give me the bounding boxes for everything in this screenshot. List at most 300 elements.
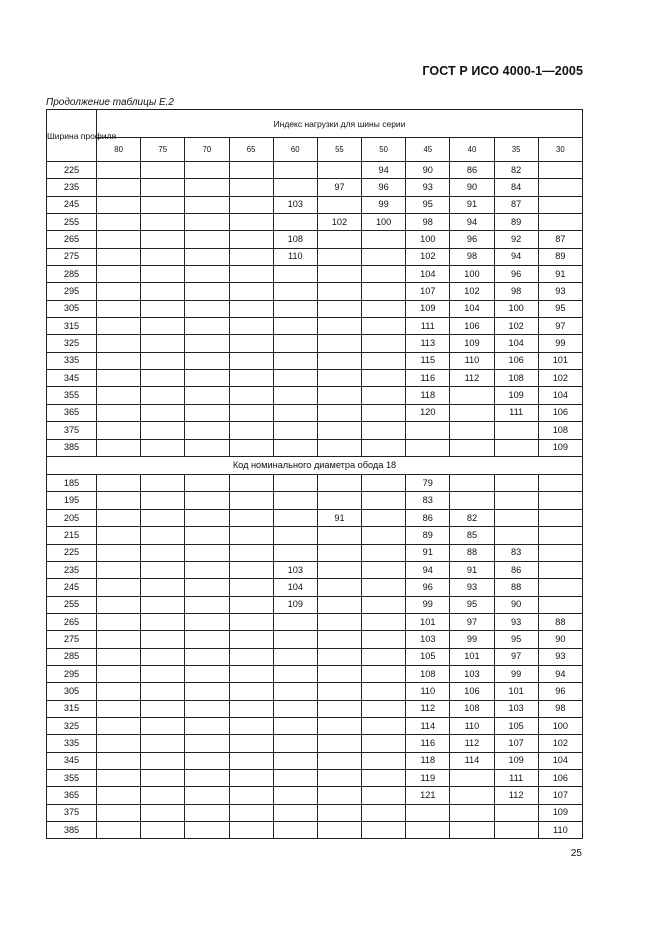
load-index-cell xyxy=(362,404,406,421)
load-index-cell: 86 xyxy=(450,162,494,179)
load-index-cell xyxy=(141,804,185,821)
load-index-cell xyxy=(229,769,273,786)
load-index-cell xyxy=(97,613,141,630)
load-index-cell xyxy=(450,769,494,786)
load-index-cell xyxy=(141,387,185,404)
load-index-cell xyxy=(494,492,538,509)
load-index-cell xyxy=(317,231,361,248)
load-index-cell xyxy=(97,648,141,665)
load-index-cell xyxy=(97,231,141,248)
load-index-cell xyxy=(538,214,582,231)
load-index-cell xyxy=(229,752,273,769)
load-index-cell xyxy=(273,387,317,404)
profile-width-cell: 345 xyxy=(47,752,97,769)
table-row xyxy=(47,475,583,492)
profile-width-cell: 245 xyxy=(47,196,97,213)
load-index-cell xyxy=(273,804,317,821)
load-index-cell xyxy=(317,422,361,439)
load-index-cell xyxy=(185,266,229,283)
load-index-cell xyxy=(141,596,185,613)
load-index-cell xyxy=(141,231,185,248)
load-index-cell xyxy=(141,752,185,769)
document-header: ГОСТ Р ИСО 4000-1—2005 xyxy=(422,64,583,78)
profile-width-cell: 215 xyxy=(47,527,97,544)
load-index-cell xyxy=(229,248,273,265)
load-index-cell xyxy=(141,561,185,578)
load-index-cell: 89 xyxy=(406,527,450,544)
profile-width-cell: 335 xyxy=(47,352,97,369)
load-index-cell: 90 xyxy=(494,596,538,613)
load-index-cell xyxy=(229,196,273,213)
profile-width-cell: 355 xyxy=(47,387,97,404)
load-index-cell xyxy=(450,422,494,439)
load-index-cell xyxy=(362,822,406,839)
load-index-cell: 109 xyxy=(494,752,538,769)
load-index-cell: 94 xyxy=(406,561,450,578)
load-index-cell xyxy=(362,370,406,387)
load-index-cell: 93 xyxy=(406,179,450,196)
load-index-cell xyxy=(362,283,406,300)
load-index-cell: 93 xyxy=(450,579,494,596)
table-row xyxy=(47,179,583,196)
load-index-cell: 83 xyxy=(406,492,450,509)
load-index-cell xyxy=(273,683,317,700)
load-index-cell: 100 xyxy=(450,266,494,283)
load-index-cell xyxy=(141,822,185,839)
load-index-cell xyxy=(273,318,317,335)
section-row xyxy=(47,456,583,474)
load-index-cell: 99 xyxy=(494,665,538,682)
load-index-cell: 97 xyxy=(538,318,582,335)
load-index-cell: 88 xyxy=(494,579,538,596)
load-index-cell: 87 xyxy=(538,231,582,248)
load-index-cell xyxy=(97,596,141,613)
load-index-cell xyxy=(229,700,273,717)
load-index-cell xyxy=(141,717,185,734)
table-row xyxy=(47,648,583,665)
load-index-cell: 103 xyxy=(273,196,317,213)
load-index-cell xyxy=(362,769,406,786)
load-index-cell xyxy=(362,683,406,700)
load-index-cell: 110 xyxy=(538,822,582,839)
load-index-cell: 110 xyxy=(273,248,317,265)
load-index-cell: 89 xyxy=(494,214,538,231)
load-index-cell xyxy=(229,544,273,561)
load-index-cell: 92 xyxy=(494,231,538,248)
load-index-cell xyxy=(362,352,406,369)
load-index-cell xyxy=(229,318,273,335)
load-index-cell xyxy=(185,527,229,544)
load-index-cell xyxy=(97,370,141,387)
load-index-cell: 98 xyxy=(494,283,538,300)
profile-width-cell: 225 xyxy=(47,162,97,179)
load-index-cell xyxy=(273,648,317,665)
load-index-cell xyxy=(229,804,273,821)
load-index-cell xyxy=(273,509,317,526)
load-index-cell xyxy=(185,387,229,404)
load-index-cell: 95 xyxy=(450,596,494,613)
load-index-cell: 95 xyxy=(494,631,538,648)
load-index-cell xyxy=(538,475,582,492)
load-index-cell xyxy=(229,527,273,544)
table-row xyxy=(47,631,583,648)
load-index-cell xyxy=(97,439,141,456)
table-row xyxy=(47,683,583,700)
load-index-cell: 99 xyxy=(450,631,494,648)
header-series-55: 55 xyxy=(317,138,361,162)
load-index-cell xyxy=(229,613,273,630)
load-index-cell xyxy=(362,648,406,665)
load-index-cell xyxy=(229,231,273,248)
load-index-cell xyxy=(362,318,406,335)
load-index-cell xyxy=(317,700,361,717)
load-index-cell xyxy=(273,439,317,456)
load-index-cell xyxy=(185,596,229,613)
load-index-cell xyxy=(317,735,361,752)
load-index-cell: 102 xyxy=(538,735,582,752)
load-index-cell xyxy=(97,787,141,804)
load-index-cell xyxy=(362,579,406,596)
load-index-cell xyxy=(362,700,406,717)
load-index-cell xyxy=(185,231,229,248)
load-index-cell xyxy=(362,422,406,439)
load-index-cell xyxy=(317,300,361,317)
load-index-cell: 106 xyxy=(538,404,582,421)
load-index-cell: 109 xyxy=(450,335,494,352)
load-index-cell xyxy=(97,509,141,526)
load-index-cell xyxy=(494,822,538,839)
load-index-cell xyxy=(185,613,229,630)
load-index-cell xyxy=(185,179,229,196)
header-series-70: 70 xyxy=(185,138,229,162)
load-index-cell: 97 xyxy=(317,179,361,196)
table-row xyxy=(47,735,583,752)
header-series-30: 30 xyxy=(538,138,582,162)
load-index-cell: 88 xyxy=(450,544,494,561)
load-index-cell xyxy=(273,822,317,839)
load-index-cell xyxy=(450,787,494,804)
load-index-cell xyxy=(97,300,141,317)
load-index-cell: 118 xyxy=(406,387,450,404)
load-index-cell xyxy=(538,561,582,578)
load-index-cell xyxy=(362,544,406,561)
load-index-cell xyxy=(185,665,229,682)
load-index-cell xyxy=(141,300,185,317)
load-index-cell xyxy=(97,214,141,231)
load-index-cell xyxy=(317,717,361,734)
header-profile-width: Ширина профиля xyxy=(47,110,97,162)
load-index-cell: 107 xyxy=(406,283,450,300)
load-index-cell xyxy=(97,492,141,509)
load-index-cell xyxy=(362,752,406,769)
load-index-cell xyxy=(97,335,141,352)
load-index-cell xyxy=(317,492,361,509)
load-index-cell: 101 xyxy=(538,352,582,369)
load-index-cell xyxy=(494,527,538,544)
load-index-cell xyxy=(317,613,361,630)
load-index-cell: 96 xyxy=(538,683,582,700)
load-index-cell: 107 xyxy=(494,735,538,752)
load-index-cell xyxy=(317,404,361,421)
header-series-40: 40 xyxy=(450,138,494,162)
load-index-cell xyxy=(97,266,141,283)
table-row xyxy=(47,422,583,439)
profile-width-cell: 305 xyxy=(47,300,97,317)
load-index-cell xyxy=(450,387,494,404)
load-index-cell: 108 xyxy=(538,422,582,439)
load-index-cell xyxy=(362,231,406,248)
header-series-65: 65 xyxy=(229,138,273,162)
load-index-cell: 85 xyxy=(450,527,494,544)
load-index-cell xyxy=(317,787,361,804)
load-index-cell: 120 xyxy=(406,404,450,421)
load-index-cell xyxy=(97,422,141,439)
load-index-cell: 106 xyxy=(538,769,582,786)
load-index-cell xyxy=(273,283,317,300)
load-index-cell: 104 xyxy=(538,752,582,769)
load-index-cell xyxy=(185,752,229,769)
load-index-cell xyxy=(273,475,317,492)
load-index-cell: 97 xyxy=(450,613,494,630)
load-index-cell xyxy=(141,404,185,421)
load-index-cell xyxy=(229,335,273,352)
load-index-cell xyxy=(185,439,229,456)
load-index-cell xyxy=(97,769,141,786)
load-index-cell xyxy=(317,162,361,179)
profile-width-cell: 235 xyxy=(47,179,97,196)
table-row xyxy=(47,387,583,404)
load-index-cell xyxy=(362,492,406,509)
load-index-cell xyxy=(97,665,141,682)
profile-width-cell: 185 xyxy=(47,475,97,492)
load-index-cell xyxy=(185,648,229,665)
load-index-cell: 99 xyxy=(362,196,406,213)
profile-width-cell: 295 xyxy=(47,283,97,300)
load-index-cell xyxy=(141,631,185,648)
load-index-cell xyxy=(97,561,141,578)
load-index-cell xyxy=(317,648,361,665)
load-index-cell: 90 xyxy=(406,162,450,179)
load-index-cell xyxy=(141,665,185,682)
load-index-cell: 97 xyxy=(494,648,538,665)
load-index-cell xyxy=(362,248,406,265)
load-index-cell: 96 xyxy=(450,231,494,248)
load-index-cell xyxy=(273,787,317,804)
load-index-cell xyxy=(317,318,361,335)
load-index-cell xyxy=(229,352,273,369)
load-index-cell: 102 xyxy=(494,318,538,335)
load-index-cell: 102 xyxy=(538,370,582,387)
load-index-cell xyxy=(229,214,273,231)
load-index-cell xyxy=(97,248,141,265)
load-index-cell xyxy=(362,561,406,578)
table-row xyxy=(47,700,583,717)
table-row xyxy=(47,509,583,526)
load-index-cell xyxy=(185,717,229,734)
load-index-cell xyxy=(273,717,317,734)
load-index-cell: 105 xyxy=(406,648,450,665)
load-index-cell xyxy=(141,439,185,456)
load-index-cell xyxy=(273,735,317,752)
load-index-cell xyxy=(317,475,361,492)
load-index-cell xyxy=(185,683,229,700)
load-index-cell xyxy=(141,700,185,717)
profile-width-cell: 325 xyxy=(47,335,97,352)
header-series-75: 75 xyxy=(141,138,185,162)
profile-width-cell: 265 xyxy=(47,231,97,248)
load-index-cell xyxy=(229,404,273,421)
load-index-cell xyxy=(185,509,229,526)
load-index-cell xyxy=(362,300,406,317)
load-index-cell xyxy=(141,769,185,786)
load-index-cell xyxy=(273,665,317,682)
load-index-cell xyxy=(185,544,229,561)
load-index-cell: 82 xyxy=(450,509,494,526)
load-index-cell xyxy=(141,475,185,492)
load-index-cell: 106 xyxy=(494,352,538,369)
load-index-cell xyxy=(229,735,273,752)
load-index-cell xyxy=(229,266,273,283)
load-index-cell xyxy=(229,683,273,700)
load-index-cell xyxy=(317,804,361,821)
load-index-cell: 112 xyxy=(494,787,538,804)
load-index-cell xyxy=(362,735,406,752)
load-index-cell: 94 xyxy=(494,248,538,265)
header-series-35: 35 xyxy=(494,138,538,162)
load-index-cell xyxy=(185,700,229,717)
table-row xyxy=(47,370,583,387)
load-index-cell: 112 xyxy=(406,700,450,717)
load-index-cell xyxy=(97,631,141,648)
profile-width-cell: 355 xyxy=(47,769,97,786)
load-index-cell: 104 xyxy=(273,579,317,596)
table-row xyxy=(47,544,583,561)
load-index-cell xyxy=(141,196,185,213)
load-index-cell xyxy=(97,387,141,404)
load-index-cell: 112 xyxy=(450,735,494,752)
load-index-cell: 91 xyxy=(406,544,450,561)
load-index-cell: 111 xyxy=(494,404,538,421)
load-index-cell xyxy=(273,266,317,283)
table-row xyxy=(47,300,583,317)
load-index-cell: 95 xyxy=(406,196,450,213)
load-index-cell xyxy=(97,544,141,561)
load-index-cell xyxy=(97,717,141,734)
load-index-cell xyxy=(362,335,406,352)
load-index-cell xyxy=(97,283,141,300)
load-index-cell xyxy=(185,404,229,421)
load-index-cell xyxy=(97,196,141,213)
load-index-cell xyxy=(97,475,141,492)
load-index-cell xyxy=(538,579,582,596)
table-row xyxy=(47,283,583,300)
load-index-cell: 101 xyxy=(450,648,494,665)
load-index-cell xyxy=(185,561,229,578)
load-index-cell xyxy=(450,439,494,456)
load-index-cell: 111 xyxy=(406,318,450,335)
load-index-cell xyxy=(406,822,450,839)
load-index-cell xyxy=(406,422,450,439)
profile-width-cell: 295 xyxy=(47,665,97,682)
load-index-cell xyxy=(185,475,229,492)
load-index-cell xyxy=(450,492,494,509)
load-index-cell xyxy=(141,214,185,231)
load-index-cell xyxy=(317,769,361,786)
load-index-cell xyxy=(273,544,317,561)
header-series-60: 60 xyxy=(273,138,317,162)
profile-width-cell: 285 xyxy=(47,648,97,665)
load-index-cell xyxy=(229,665,273,682)
load-index-cell xyxy=(494,422,538,439)
load-index-cell xyxy=(97,735,141,752)
load-index-cell: 86 xyxy=(494,561,538,578)
load-index-cell xyxy=(538,509,582,526)
load-index-cell: 100 xyxy=(538,717,582,734)
load-index-cell xyxy=(317,439,361,456)
table-caption: Продолжение таблицы Е.2 xyxy=(46,97,174,108)
load-index-cell xyxy=(450,822,494,839)
load-index-cell xyxy=(229,648,273,665)
load-index-cell xyxy=(362,596,406,613)
load-index-cell xyxy=(97,804,141,821)
table-row xyxy=(47,266,583,283)
load-index-cell: 99 xyxy=(538,335,582,352)
load-index-cell xyxy=(229,283,273,300)
load-index-cell xyxy=(185,300,229,317)
load-index-cell: 107 xyxy=(538,787,582,804)
load-index-cell xyxy=(141,283,185,300)
load-index-cell xyxy=(494,509,538,526)
load-index-cell xyxy=(317,544,361,561)
load-index-cell xyxy=(317,665,361,682)
load-index-cell xyxy=(141,162,185,179)
table-row xyxy=(47,787,583,804)
load-index-cell xyxy=(538,492,582,509)
load-index-cell xyxy=(141,352,185,369)
table-row xyxy=(47,769,583,786)
header-series-80: 80 xyxy=(97,138,141,162)
load-index-cell xyxy=(317,387,361,404)
load-index-cell xyxy=(406,439,450,456)
load-index-table xyxy=(46,109,583,839)
load-index-cell: 101 xyxy=(494,683,538,700)
load-index-cell xyxy=(229,631,273,648)
load-index-cell xyxy=(185,631,229,648)
load-index-cell: 91 xyxy=(450,561,494,578)
load-index-cell: 116 xyxy=(406,735,450,752)
table-row xyxy=(47,752,583,769)
table-row xyxy=(47,439,583,456)
load-index-cell xyxy=(97,318,141,335)
profile-width-cell: 255 xyxy=(47,214,97,231)
table-row xyxy=(47,248,583,265)
load-index-cell: 101 xyxy=(406,613,450,630)
load-index-cell xyxy=(97,579,141,596)
table-body xyxy=(47,162,583,839)
load-index-cell xyxy=(362,665,406,682)
load-index-cell xyxy=(273,214,317,231)
load-index-cell xyxy=(538,527,582,544)
table-row xyxy=(47,596,583,613)
load-index-cell xyxy=(538,179,582,196)
load-index-cell xyxy=(229,162,273,179)
table-row xyxy=(47,196,583,213)
load-index-cell xyxy=(273,370,317,387)
load-index-cell xyxy=(317,561,361,578)
load-index-cell xyxy=(97,179,141,196)
load-index-cell xyxy=(141,787,185,804)
load-index-cell: 83 xyxy=(494,544,538,561)
